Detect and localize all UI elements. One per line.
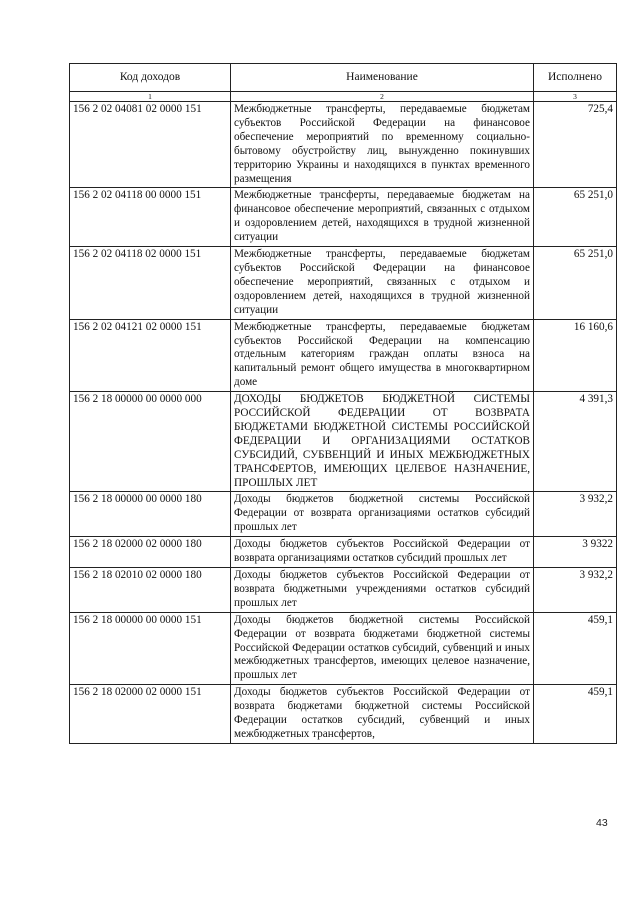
row-code: 156 2 18 00000 00 0000 000 xyxy=(70,392,231,492)
row-name: Доходы бюджетов субъектов Российской Федерации от возврата бюджетными учреждениями остатков субсидий прошлых лет xyxy=(231,568,534,613)
row-value: 459,1 xyxy=(534,612,617,685)
page-number: 43 xyxy=(596,817,608,829)
row-value: 65 251,0 xyxy=(534,247,617,320)
table-row xyxy=(70,685,617,744)
column-number: 1 xyxy=(70,92,231,102)
row-name: Доходы бюджетов субъектов Российской Федерации от возврата организациями остатков субсидий прошлых лет xyxy=(231,537,534,568)
row-value: 3 932,2 xyxy=(534,492,617,537)
column-number: 2 xyxy=(231,92,534,102)
row-value: 65 251,0 xyxy=(534,188,617,247)
header-code: Код доходов xyxy=(70,64,231,92)
header-row xyxy=(70,64,617,92)
row-value: 459,1 xyxy=(534,685,617,744)
row-value: 3 932,2 xyxy=(534,568,617,613)
row-name: Межбюджетные трансферты, передаваемые бюджетам субъектов Российской Федерации на компенсацию отдельным категориям граждан оплаты взноса на капитальный ремонт общего имущества в многоквартирном доме xyxy=(231,319,534,392)
table-row xyxy=(70,568,617,613)
column-number: 3 xyxy=(534,92,617,102)
row-name: Межбюджетные трансферты, передаваемые бюджетам субъектов Российской Федерации на финансовое обеспечение мероприятий по временному социально-бытовому обустройству лиц, вынужденно покинувших территорию Украины и находящихся в пунктах временного размещения xyxy=(231,102,534,188)
row-name: Доходы бюджетов бюджетной системы Российской Федерации от возврата организациями остатков субсидий прошлых лет xyxy=(231,492,534,537)
row-name: ДОХОДЫ БЮДЖЕТОВ БЮДЖЕТНОЙ СИСТЕМЫ РОССИЙСКОЙ ФЕДЕРАЦИИ ОТ ВОЗВРАТА БЮДЖЕТАМИ БЮДЖЕТНОЙ СИСТЕМЫ РОССИЙСКОЙ ФЕДЕРАЦИИ И ОРГАНИЗАЦИЯМИ ОСТАТКОВ СУБСИДИЙ, СУБВЕНЦИЙ И ИНЫХ МЕЖБЮДЖЕТНЫХ ТРАНСФЕРТОВ, ИМЕЮЩИХ ЦЕЛЕВОЕ НАЗНАЧЕНИЕ, ПРОШЛЫХ ЛЕТ xyxy=(231,392,534,492)
row-code: 156 2 02 04118 02 0000 151 xyxy=(70,247,231,320)
row-code: 156 2 18 02010 02 0000 180 xyxy=(70,568,231,613)
table-row xyxy=(70,188,617,247)
revenue-table xyxy=(69,63,617,744)
row-code: 156 2 18 02000 02 0000 151 xyxy=(70,685,231,744)
row-name: Межбюджетные трансферты, передаваемые бюджетам на финансовое обеспечение мероприятий, связанных с отдыхом и оздоровлением детей, находящихся в трудной жизненной ситуации xyxy=(231,188,534,247)
table-row xyxy=(70,537,617,568)
row-code: 156 2 18 00000 00 0000 180 xyxy=(70,492,231,537)
row-name: Доходы бюджетов субъектов Российской Федерации от возврата бюджетами бюджетной системы Российской Федерации остатков субсидий, субвенций и иных межбюджетных трансфертов, xyxy=(231,685,534,744)
column-number-row xyxy=(70,92,617,102)
row-code: 156 2 18 02000 02 0000 180 xyxy=(70,537,231,568)
table-row xyxy=(70,102,617,188)
table-row xyxy=(70,392,617,492)
row-code: 156 2 02 04118 00 0000 151 xyxy=(70,188,231,247)
row-value: 16 160,6 xyxy=(534,319,617,392)
row-code: 156 2 18 00000 00 0000 151 xyxy=(70,612,231,685)
row-value: 725,4 xyxy=(534,102,617,188)
row-value: 4 391,3 xyxy=(534,392,617,492)
row-name: Межбюджетные трансферты, передаваемые бюджетам субъектов Российской Федерации на финансовое обеспечение мероприятий, связанных с отдыхом и оздоровлением детей, находящихся в трудной жизненной ситуации xyxy=(231,247,534,320)
row-code: 156 2 02 04121 02 0000 151 xyxy=(70,319,231,392)
row-value: 3 9322 xyxy=(534,537,617,568)
table-row xyxy=(70,247,617,320)
header-name: Наименование xyxy=(231,64,534,92)
row-code: 156 2 02 04081 02 0000 151 xyxy=(70,102,231,188)
table-row xyxy=(70,319,617,392)
row-name: Доходы бюджетов бюджетной системы Российской Федерации от возврата бюджетами бюджетной системы Российской Федерации остатков субсидий, субвенций и иных межбюджетных трансфертов, имеющих целевое назначение, прошлых лет xyxy=(231,612,534,685)
table-row xyxy=(70,492,617,537)
header-executed: Исполнено xyxy=(534,64,617,92)
table-row xyxy=(70,612,617,685)
